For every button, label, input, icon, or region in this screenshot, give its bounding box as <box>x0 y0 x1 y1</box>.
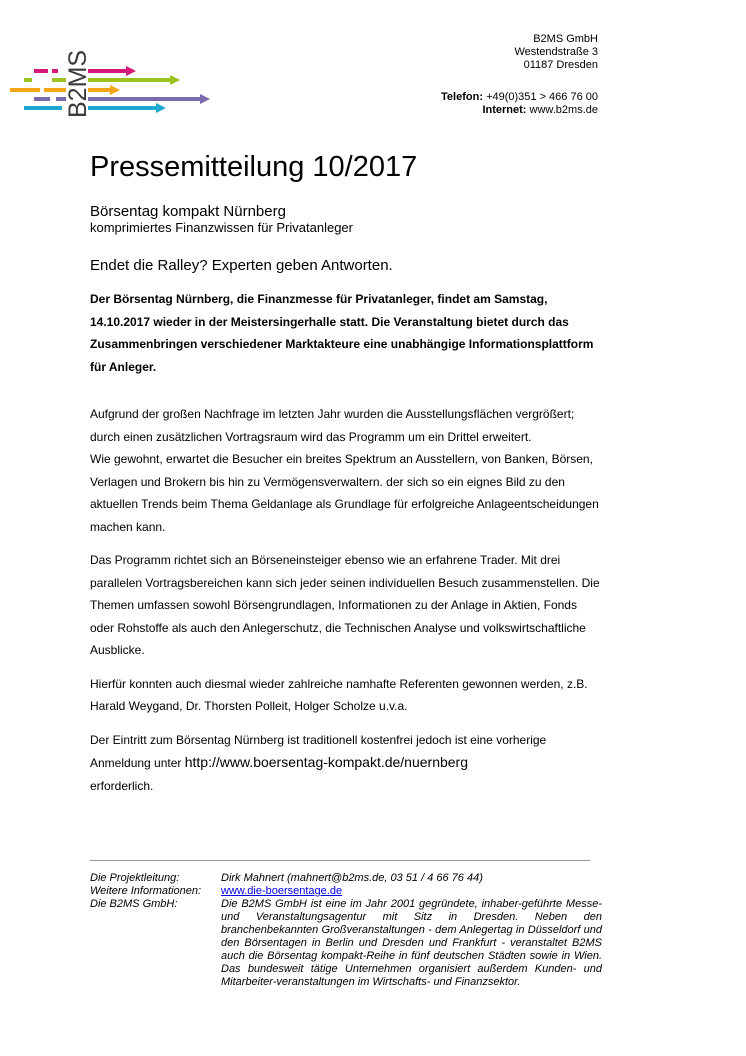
subtitle: Börsentag kompakt Nürnberg <box>90 203 286 220</box>
b2ms-logo <box>10 40 220 120</box>
body-paragraph-1: Aufgrund der großen Nachfrage im letzten Jahr wurden die Ausstellungsflächen vergrößert; durch einen zusätzlichen Vortragsraum wird das Programm um ein Drittel erweitert. <box>90 407 575 444</box>
footer-info-link[interactable]: www.die-boersentage.de <box>221 885 343 897</box>
body-paragraph-5 <box>90 729 600 798</box>
footer-about-value: Die B2MS GmbH ist eine im Jahr 2001 gegründete, inhaber-geführte Messe- und Veranstaltungsagentur mit Sitz in Dresden. Neben den branchenbekannten Großveranstaltungen - dem Anlegertag in Düsseldorf und den Börsentagen in Berlin und Dresden und Frankfurt - veranstaltet B2MS auch die Börsentag kompakt-Reihe in fünf deutschen Städten sowie in Wien. Das bundesweit tätige Unternehmen organisiert außerdem Kunden- und Mitarbeiter-veranstaltungen im Wirtschafts- und Finanzsektor. <box>221 898 602 988</box>
footer-lead-value: Dirk Mahnert (mahnert@b2ms.de, 03 51 / 4 66 76 44) <box>221 872 483 884</box>
registration-url[interactable]: http://www.boersentag-kompakt.de/nuernberg <box>184 754 469 770</box>
body-paragraph-5-pre: Der Eintritt zum Börsentag Nürnberg ist traditionell kostenfrei jedoch ist eine vorherige Anmeldung unter <box>90 732 547 770</box>
footer-row-about <box>90 898 602 989</box>
body-paragraph-4: Hierfür konnten auch diesmal wieder zahlreiche namhafte Referenten gewonnen werden, z.B. Harald Weygand, Dr. Thorsten Polleit, Holger Scholze u.v.a. <box>90 676 588 713</box>
internet-value[interactable]: www.b2ms.de <box>529 104 598 116</box>
internet-line <box>441 104 598 117</box>
footer-lead-label: Die Projektleitung: <box>90 872 180 884</box>
company-contact <box>441 91 598 117</box>
phone-value: +49(0)351 > 466 76 00 <box>486 91 598 103</box>
lead-paragraph: Der Börsentag Nürnberg, die Finanzmesse für Privatanleger, findet am Samstag, 14.10.2017 wieder in der Meistersingerhalle statt. Die Veranstaltung bietet durch das Zusammenbringen verschiedener Marktakteure eine unabhängige Informationsplattform für Anleger. <box>90 292 594 374</box>
footer-row-lead <box>90 872 602 885</box>
phone-label: Telefon: <box>441 91 483 103</box>
footer-info <box>90 872 602 989</box>
headline: Endet die Ralley? Experten geben Antworten. <box>90 257 393 274</box>
body-text <box>90 403 600 808</box>
company-name: B2MS GmbH <box>533 33 598 45</box>
body-paragraph-2: Wie gewohnt, erwartet die Besucher ein breites Spektrum an Ausstellern, von Banken, Börsen, Verlagen und Brokern bis hin zu Vermögensverwaltern. der sich so ein eignes Bild zu den aktuellen Trends beim Thema Geldanlage als Grundlage für erfolgreiche Anlageentscheidungen machen kann. <box>90 452 599 534</box>
company-city: 01187 Dresden <box>523 59 598 71</box>
body-paragraph-3: Das Programm richtet sich an Börseneinsteiger ebenso wie an erfahrene Trader. Mit drei parallelen Vortragsbereichen kann sich jeder seinen individuellen Besuch zusammenstellen. Die Themen umfassen sowohl Börsengrundlagen, Informationen zu der Anlage in Aktien, Fonds oder Rohstoffe als auch den Anlegerschutz, die Technischen Analyse und volkswirtschaftliche Ausblicke. <box>90 553 600 657</box>
footer-about-label: Die B2MS GmbH: <box>90 898 178 910</box>
footer-info-label: Weitere Informationen: <box>90 885 202 897</box>
internet-label: Internet: <box>482 104 527 116</box>
footer-divider <box>90 860 590 861</box>
footer-row-info <box>90 885 602 898</box>
logo-text: B2MS <box>64 49 92 118</box>
phone-line <box>441 91 598 104</box>
body-paragraph-5-post: erforderlich. <box>90 778 154 793</box>
subline: komprimiertes Finanzwissen für Privatanleger <box>90 220 353 235</box>
company-address <box>514 33 598 72</box>
company-street: Westendstraße 3 <box>514 46 598 58</box>
page-title: Pressemitteilung 10/2017 <box>90 151 418 183</box>
